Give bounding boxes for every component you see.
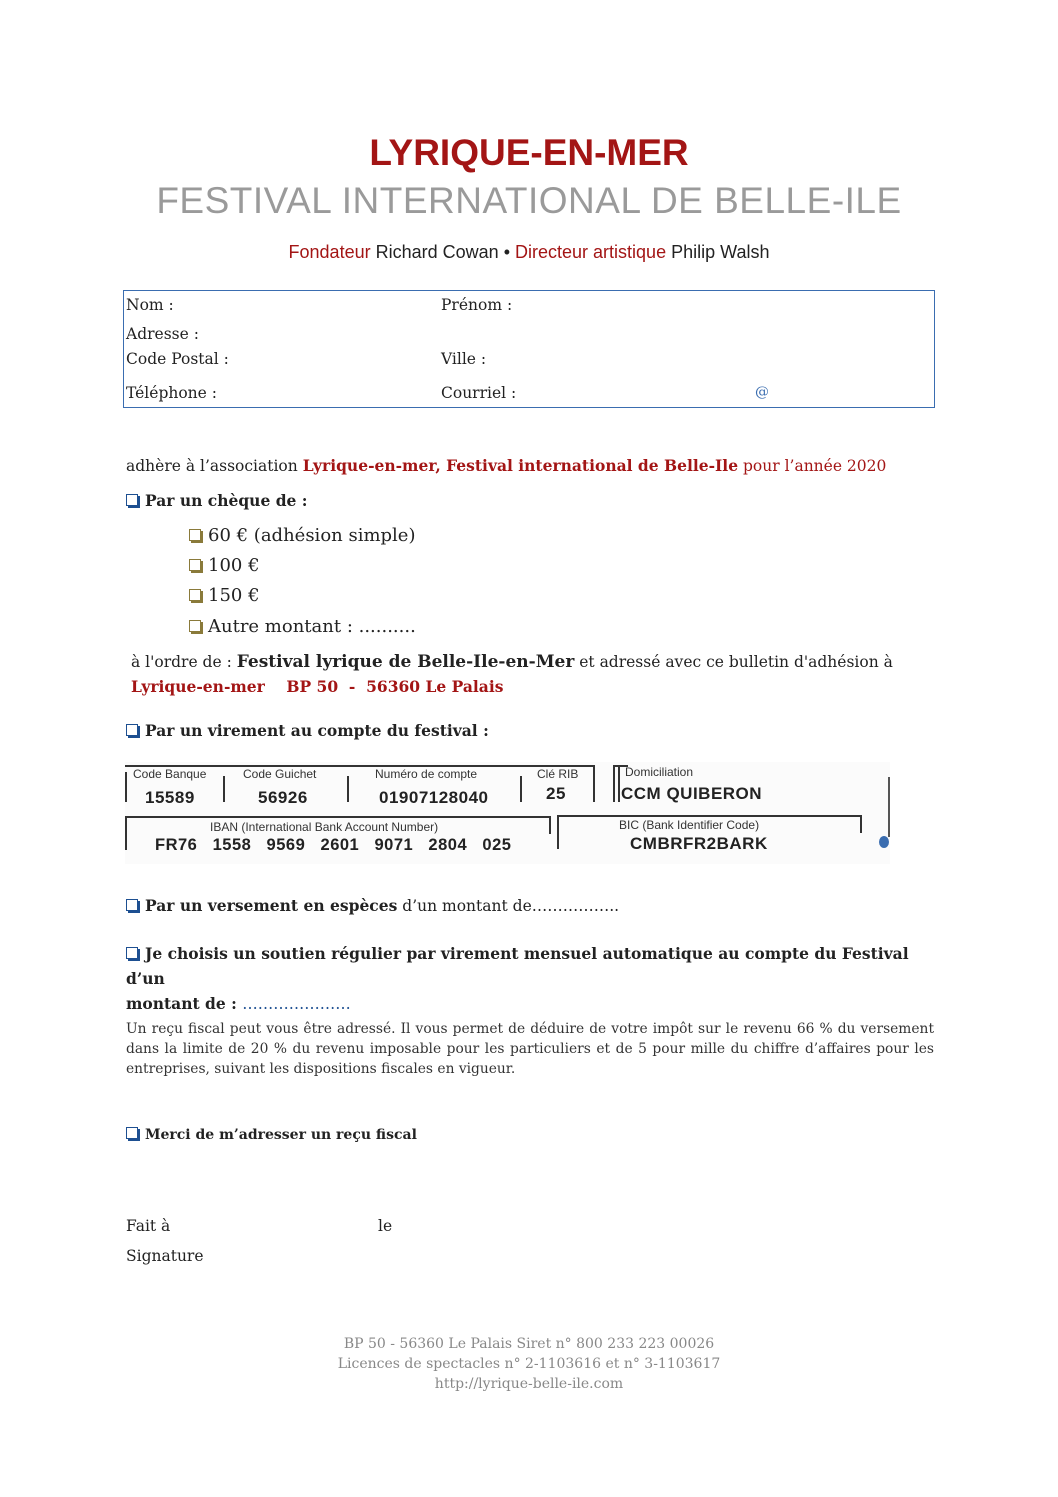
code-guichet-header: Code Guichet [243,767,317,781]
address-name: Lyrique-en-mer [131,677,265,696]
amount-150-label: 150 € [208,585,260,606]
date-label: le [378,1217,393,1235]
director-name: Philip Walsh [671,242,770,262]
cheque-checkbox[interactable] [126,494,138,506]
amount-100-checkbox[interactable] [189,559,201,571]
iban-header: IBAN (International Bank Account Number) [210,820,439,834]
cheque-amount-100[interactable] [189,555,260,576]
cheque-option[interactable] [126,491,308,510]
amount-60-label: 60 € (adhésion simple) [208,525,416,546]
especes-checkbox[interactable] [126,899,138,911]
cle-rib-header: Clé RIB [537,767,579,781]
bank-details [125,762,890,864]
membership-year: pour l’année 2020 [743,457,887,475]
credits-line [0,242,1058,263]
ville-field[interactable]: Ville : [441,350,487,368]
nom-field[interactable]: Nom : [126,296,174,314]
numero-compte-value: 01907128040 [379,788,489,807]
especes-option[interactable] [126,896,619,915]
domiciliation-header: Domiciliation [625,765,694,779]
membership-line [126,456,886,475]
cheque-amount-150[interactable] [189,585,260,606]
virement-checkbox[interactable] [126,724,138,736]
especes-label: Par un versement en espèces [145,896,398,915]
footer-website-link[interactable]: http://lyrique-belle-ile.com [434,1376,624,1392]
footer-licences: Licences de spectacles n° 2-1103616 et n° 3-1103617 [337,1356,721,1372]
code-guichet-value: 56926 [258,788,308,807]
iban-value: FR76 1558 9569 2601 9071 2804 025 [155,836,512,854]
code-banque-value: 15589 [145,788,195,807]
at-icon: @ [755,384,769,400]
fait-a-label: Fait à [126,1217,171,1235]
membership-prefix: adhère à l’association [126,457,298,475]
mensuel-label-2: montant de : [126,994,237,1013]
founder-label: Fondateur [288,242,371,262]
adresse-field[interactable]: Adresse : [126,325,199,343]
member-info-form [123,290,935,408]
credits-separator: • [503,242,510,262]
mensuel-checkbox[interactable] [126,947,138,959]
amount-150-checkbox[interactable] [189,589,201,601]
mensuel-label: Je choisis un soutien régulier par virement mensuel automatique au compte du Festival d’un [126,944,909,988]
mailing-address [131,677,503,696]
bic-value: CMBRFR2BARK [630,834,768,853]
address-bp: BP 50 - 56360 Le Palais [286,677,504,696]
amount-other-checkbox[interactable] [189,620,201,632]
cheque-label: Par un chèque de : [145,491,308,510]
signature-label: Signature [126,1247,204,1265]
mensuel-dots: ………………… [242,995,351,1013]
association-name: Lyrique-en-mer, Festival international de Belle-Ile [302,456,739,475]
order-suffix: et adressé avec ce bulletin d'adhésion à [579,653,893,671]
code-postal-field[interactable]: Code Postal : [126,350,229,368]
footer-address: BP 50 - 56360 Le Palais Siret n° 800 233 223 00026 [343,1336,715,1352]
virement-label: Par un virement au compte du festival : [145,721,489,740]
order-name: Festival lyrique de Belle-Ile-en-Mer [236,652,575,672]
amount-60-checkbox[interactable] [189,529,201,541]
fiscal-receipt-option[interactable] [126,1127,417,1143]
mensuel-option[interactable] [126,941,926,1017]
telephone-field[interactable]: Téléphone : [126,384,217,402]
bic-header: BIC (Bank Identifier Code) [619,818,760,832]
founder-name: Richard Cowan [375,242,499,262]
fiscal-receipt-label: Merci de m’adresser un reçu fiscal [145,1127,417,1143]
numero-compte-header: Numéro de compte [375,767,478,781]
euro-logo-icon [879,836,889,848]
amount-100-label: 100 € [208,555,260,576]
code-banque-header: Code Banque [133,767,207,781]
cheque-amount-60[interactable] [189,525,415,546]
courriel-field[interactable]: Courriel : [441,384,517,402]
virement-option[interactable] [126,721,489,740]
order-prefix: à l'ordre de : [131,653,232,671]
cle-rib-value: 25 [546,784,566,803]
page-title: LYRIQUE-EN-MER [369,132,689,173]
director-label: Directeur artistique [515,242,667,262]
fiscal-info: Un reçu fiscal peut vous être adressé. Il vous permet de déduire de votre impôt sur le revenu 66 % du versement dans la limite de 20 % du revenu imposable pour les particuliers et de 5 pour mille du chiffre d’affaires pour les entreprises, suivant les dispositions fiscales en vigueur. [126,1021,934,1077]
especes-suffix: d’un montant de…………….. [402,897,620,915]
domiciliation-value: CCM QUIBERON [621,784,763,803]
prenom-field[interactable]: Prénom : [441,296,513,314]
fiscal-receipt-checkbox[interactable] [126,1127,138,1139]
page-subtitle: FESTIVAL INTERNATIONAL DE BELLE-ILE [156,180,902,221]
cheque-order-line [131,652,893,672]
amount-other-label: Autre montant : .......... [208,616,416,637]
cheque-amount-other[interactable] [189,616,416,637]
